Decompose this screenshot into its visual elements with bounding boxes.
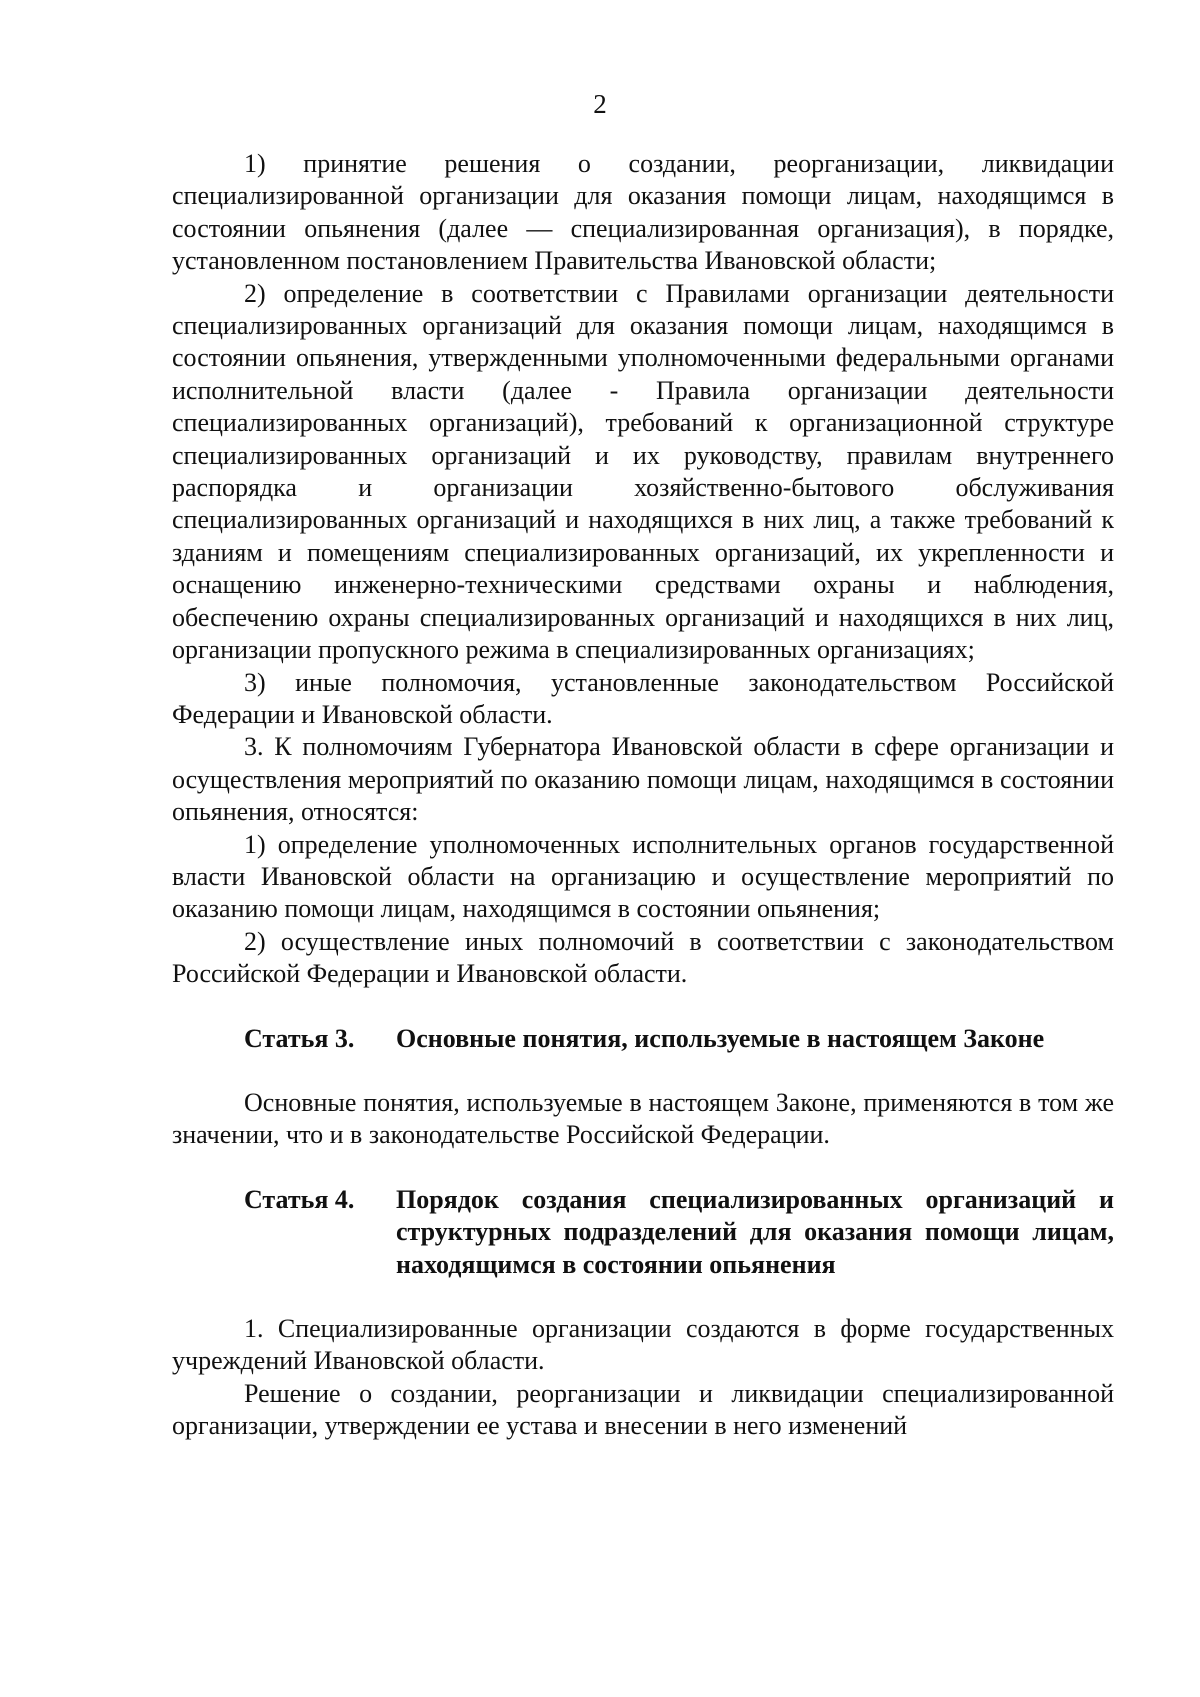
article-4-paragraph-1: 1. Специализированные организации создаются в форме государственных учреждений Ивановской области. [172, 1314, 1114, 1376]
document-body [172, 148, 1114, 1443]
page-number: 2 [593, 89, 607, 119]
article-3-text: Основные понятия, используемые в настоящем Законе, применяются в том же значении, что и в законодательстве Российской Федерации. [172, 1087, 1114, 1150]
article-4-paragraph-2: Решение о создании, реорганизации и ликвидации специализированной организации, утверждении ее устава и внесении в него изменений [172, 1378, 1114, 1441]
article-4-title: Порядок создания специализированных организаций и структурных подразделений для оказания помощи лицам, находящимся в состоянии опьянения [396, 1184, 1114, 1279]
paragraph-item-3: 3) иные полномочия, установленные законодательством Российской Федерации и Ивановской области. [172, 667, 1114, 729]
article-3-title: Основные понятия, используемые в настоящем Законе [396, 1023, 1045, 1053]
paragraph-section-3: 3. К полномочиям Губернатора Ивановской области в сфере организации и осуществления мероприятий по оказанию помощи лицам, находящимся в состоянии опьянения, относятся: [172, 732, 1114, 827]
spacer [172, 1152, 1114, 1184]
spacer [172, 1281, 1114, 1313]
article-4-label: Статья 4. [244, 1184, 355, 1214]
article-4-heading [172, 1184, 1114, 1281]
paragraph-item-2: 2) определение в соответствии с Правилами организации деятельности специализированных организаций для оказания помощи лицам, находящимся в состоянии опьянения, утвержденными уполномоченными федеральными органами исполнительной власти (далее - Правила организации деятельности специализированных организаций), требований к организационной структуре специализированных организаций и их руководству, правилам внутреннего распорядка и организации хозяйственно-бытового обслуживания специализированных организаций и находящихся в них лиц, а также требований к зданиям и помещениям специализированных организаций, их укрепленности и оснащению инженерно-техническими средствами охраны и наблюдения, обеспечению охраны специализированных организаций и находящихся в них лиц, организации пропускного режима в специализированных организациях; [172, 278, 1114, 665]
paragraph-item-1: 1) принятие решения о создании, реорганизации, ликвидации специализированной организации для оказания помощи лицам, находящимся в состоянии опьянения (далее — специализированная организация), в порядке, установленном постановлением Правительства Ивановской области; [172, 149, 1114, 276]
spacer [172, 991, 1114, 1023]
article-3-label: Статья 3. [244, 1023, 355, 1053]
spacer [172, 1055, 1114, 1087]
paragraph-section-3-item-2: 2) осуществление иных полномочий в соответствии с законодательством Российской Федерации и Ивановской области. [172, 926, 1114, 989]
article-3-heading [172, 1023, 1114, 1055]
paragraph-section-3-item-1: 1) определение уполномоченных исполнительных органов государственной власти Ивановской области на организацию и осуществление мероприятий по оказанию помощи лицам, находящимся в состоянии опьянения; [172, 829, 1114, 924]
